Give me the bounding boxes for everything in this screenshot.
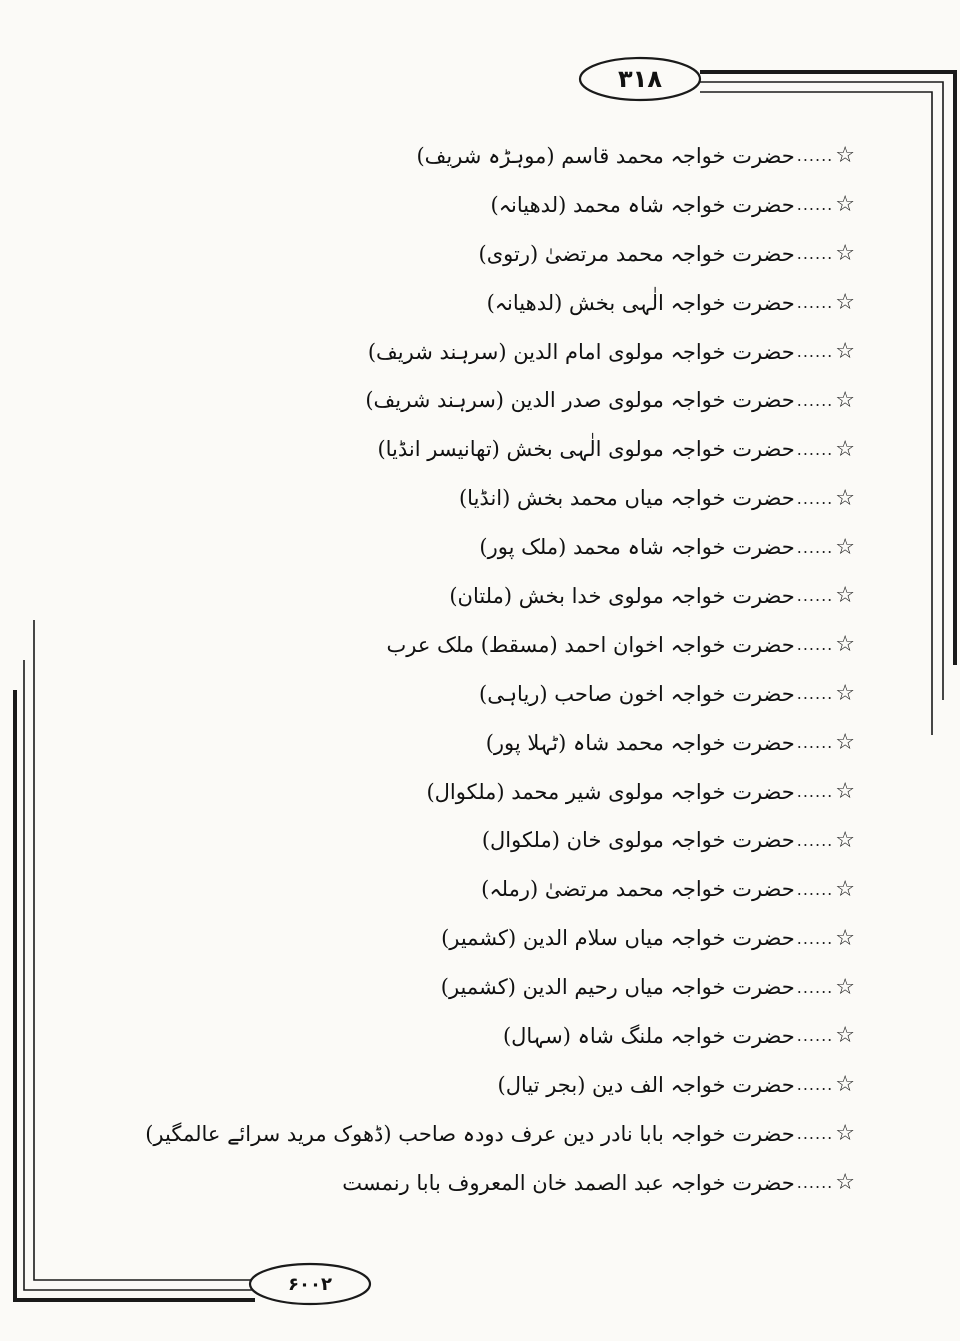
star-bullet-icon: ☆ [835,974,855,1000]
list-item [215,1159,855,1208]
list-item [215,376,855,425]
dot-leader: ...... [796,879,834,899]
star-bullet-icon: ☆ [835,583,855,609]
star-bullet-icon: ☆ [835,827,855,853]
list-item [215,816,855,865]
list-item [215,230,855,279]
star-bullet-icon: ☆ [835,1023,855,1049]
dot-leader: ...... [796,146,834,166]
dot-leader: ...... [796,439,834,459]
star-bullet-icon: ☆ [835,387,855,413]
dot-leader: ...... [796,977,834,997]
dot-leader: ...... [796,782,834,802]
list-item [215,1061,855,1110]
entry-text: حضرت خواجہ شاہ محمد (لدھیانہ) [490,192,795,217]
dot-leader: ...... [796,586,834,606]
list-item [215,621,855,670]
entry-text: حضرت خواجہ مولوی خان (ملکوال) [481,828,795,853]
list-item [215,132,855,181]
dot-leader: ...... [796,1173,834,1193]
entry-text: حضرت خواجہ مولوی خدا بخش (ملتان) [449,583,795,608]
list-item [215,181,855,230]
entry-text: حضرت خواجہ میاں محمد بخش (انڈیا) [458,486,795,511]
dot-leader: ...... [796,293,834,313]
star-bullet-icon: ☆ [835,192,855,218]
star-bullet-icon: ☆ [835,534,855,560]
dot-leader: ...... [796,830,834,850]
dot-leader: ...... [796,1026,834,1046]
entry-text: حضرت خواجہ الف دین (بجر تیال) [497,1072,795,1097]
entry-text: حضرت خواجہ مولوی صدر الدین (سرہند شریف) [365,388,795,413]
entry-text: حضرت خواجہ الٰہی بخش (لدھیانہ) [486,290,795,315]
dot-leader: ...... [796,1124,834,1144]
entry-text: حضرت خواجہ اخوان احمد (مسقط) ملک عرب [386,632,795,657]
entry-text: حضرت خواجہ محمد مرتضیٰ (رملہ) [481,877,795,902]
page-number-bottom: ۶۰۰۲ [288,1273,332,1295]
list-item [215,425,855,474]
dot-leader: ...... [796,635,834,655]
list-item [215,914,855,963]
star-bullet-icon: ☆ [835,436,855,462]
list-item [215,963,855,1012]
list-item [215,768,855,817]
list-item [145,1110,855,1159]
star-bullet-icon: ☆ [835,143,855,169]
list-item [215,279,855,328]
star-bullet-icon: ☆ [835,1121,855,1147]
star-bullet-icon: ☆ [835,241,855,267]
star-bullet-icon: ☆ [835,925,855,951]
dot-leader: ...... [796,488,834,508]
entry-text: حضرت خواجہ شاہ محمد (ملک پور) [479,535,795,560]
list-item [215,523,855,572]
list-item [215,865,855,914]
entry-text: حضرت خواجہ مولوی شیر محمد (ملکوال) [426,779,795,804]
list-item [215,474,855,523]
dot-leader: ...... [796,733,834,753]
list-item [215,328,855,377]
list-item [215,572,855,621]
dot-leader: ...... [796,244,834,264]
dot-leader: ...... [796,390,834,410]
star-bullet-icon: ☆ [835,1170,855,1196]
entry-text: حضرت خواجہ مولوی امام الدین (سرہند شریف) [367,339,795,364]
star-bullet-icon: ☆ [835,779,855,805]
star-bullet-icon: ☆ [835,485,855,511]
entry-text: حضرت خواجہ اخون صاحب (ریاہی) [479,681,795,706]
entry-text: حضرت خواجہ عبد الصمد خان المعروف بابا رنمست [342,1170,795,1195]
entry-text: حضرت خواجہ مولوی الٰہی بخش (تھانیسر انڈیا) [377,437,795,462]
dot-leader: ...... [796,928,834,948]
star-bullet-icon: ☆ [835,681,855,707]
entry-list [145,132,855,1208]
dot-leader: ...... [796,195,834,215]
star-bullet-icon: ☆ [835,876,855,902]
entry-text: حضرت خواجہ بابا نادر دین عرف دودہ صاحب (ڈھوک مرید سرائے عالمگیر) [145,1121,795,1146]
entry-text: حضرت خواجہ میاں رحیم الدین (کشمیر) [440,975,795,1000]
dot-leader: ...... [796,537,834,557]
list-item [215,670,855,719]
list-item [215,1012,855,1061]
page-number-top: ۳۱۸ [618,65,662,93]
star-bullet-icon: ☆ [835,730,855,756]
entry-text: حضرت خواجہ محمد مرتضیٰ (رتوی) [478,241,795,266]
dot-leader: ...... [796,1075,834,1095]
dot-leader: ...... [796,684,834,704]
star-bullet-icon: ☆ [835,632,855,658]
dot-leader: ...... [796,342,834,361]
entry-text: حضرت خواجہ محمد قاسم (موہڑہ شریف) [416,143,795,168]
star-bullet-icon: ☆ [835,1072,855,1098]
star-bullet-icon: ☆ [835,339,855,364]
entry-text: حضرت خواجہ ملنگ شاہ (سہال) [502,1023,795,1048]
entry-text: حضرت خواجہ محمد شاہ (ٹہلا پور) [485,730,795,755]
list-item [215,719,855,768]
entry-text: حضرت خواجہ میاں سلام الدین (کشمیر) [441,926,795,951]
star-bullet-icon: ☆ [835,290,855,316]
